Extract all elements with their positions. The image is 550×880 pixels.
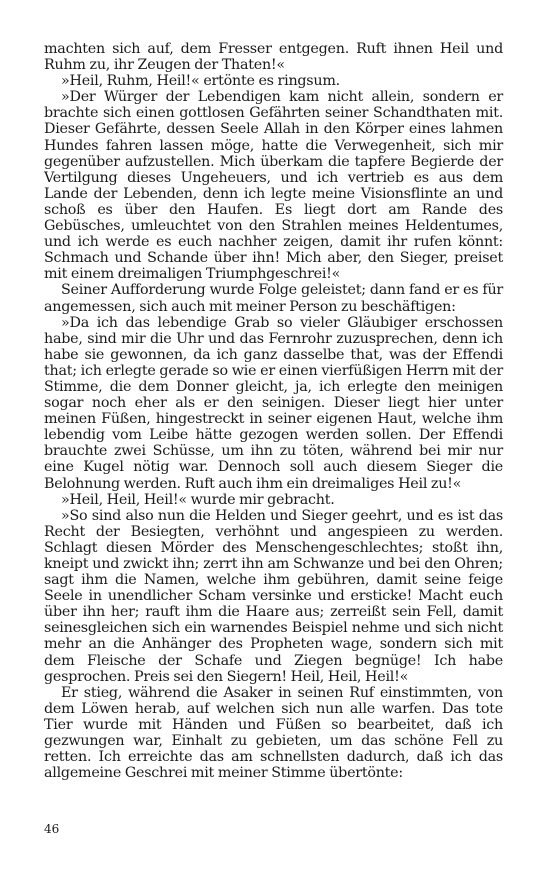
- paragraph-2: »Heil, Ruhm, Heil!« ertönte es ringsum.: [61, 73, 340, 90]
- paragraph-8: Er stieg, während die Asaker in seinen Ruf einstimmten, von dem Löwen herab, auf welchen sich nun alle warfen. Das tote Tier wurde mit Händen und Füßen so bearbeitet, daß ich gezwungen war, Einhalt zu gebieten, um das schöne Fell zu retten. Ich erreichte das am schnellsten dadurch, daß ich das allgemeine Geschrei mit meiner Stimme übertönte:: [44, 684, 503, 782]
- paragraph-5: »Da ich das lebendige Grab so vieler Gläubiger erschossen habe, sind mir die Uhr und das Fernrohr zuzusprechen, denn ich habe sie gewonnen, da ich ganz dasselbe that, was der Effendi that; ich erlegte gerade so wie er einen vierfüßigen Herrn mit der Stimme, die dem Donner gleicht, ja, ich erlegte den meinigen sogar noch eher als er den seinigen. Dieser liegt hier unter meinen Füßen, hingestreckt in seiner eigenen Haut, welche ihm lebendig vom Leibe hätte gezogen werden sollen. Der Effendi brauchte zwei Schüsse, um ihn zu töten, während bei mir nur eine Kugel nötig war. Dennoch soll auch diesem Sieger die Belohnung werden. Ruft auch ihm ein dreimaliges Heil zu!«: [44, 314, 503, 492]
- page-number: 46: [44, 822, 60, 836]
- paragraph-1: machten sich auf, dem Fresser entgegen. Ruft ihnen Heil und Ruhm zu, ihr Zeugen der Thaten!«: [44, 41, 503, 74]
- paragraph-6: »Heil, Heil, Heil!« wurde mir gebracht.: [61, 491, 335, 508]
- paragraph-7: »So sind also nun die Helden und Sieger geehrt, und es ist das Recht der Besiegten, verhöhnt und angespieen zu werden. Schlagt diesen Mörder des Menschengeschlechtes; stoßt ihn, kneipt und zwickt ihn; zerrt ihn am Schwanze und bei den Ohren; sagt ihm die Namen, welche ihm gebühren, damit seine feige Seele in unendlicher Scham versinke und ersticke! Macht euch über ihn her; rauft ihm die Haare aus; zerreißt sein Fell, damit seinesgleichen sich ein warnendes Beispiel nehme und sich nicht mehr an die Anhänger des Propheten wage, sondern sich mit dem Fleische der Schafe und Ziegen begnüge! Ich habe gesprochen. Preis sei den Siegern! Heil, Heil, Heil!«: [44, 507, 503, 685]
- body-text: [44, 41, 503, 781]
- paragraph-3: »Der Würger der Lebendigen kam nicht allein, sondern er brachte sich einen gottlosen Gefährten seiner Schandthaten mit. Dieser Gefährte, dessen Seele Allah in den Körper eines lahmen Hundes fahren lassen möge, hatte die Verwegenheit, sich mir gegenüber aufzustellen. Mich überkam die tapfere Begierde der Vertilgung dieses Ungeheuers, und ich vertrieb es aus dem Lande der Lebenden, denn ich legte meine Visionsflinte an und schoß es über den Haufen. Es liegt dort am Rande des Gebüsches, umleuchtet von den Strahlen meines Heldentumes, und ich werde es euch nachher zeigen, damit ihr rufen könnt: Schmach und Schande über ihn! Mich aber, den Sieger, preiset mit einem dreimaligen Triumphgeschrei!«: [44, 89, 503, 283]
- paragraph-4: Seiner Aufforderung wurde Folge geleistet; dann fand er es für angemessen, sich auch mit meiner Person zu beschäftigen:: [44, 282, 503, 315]
